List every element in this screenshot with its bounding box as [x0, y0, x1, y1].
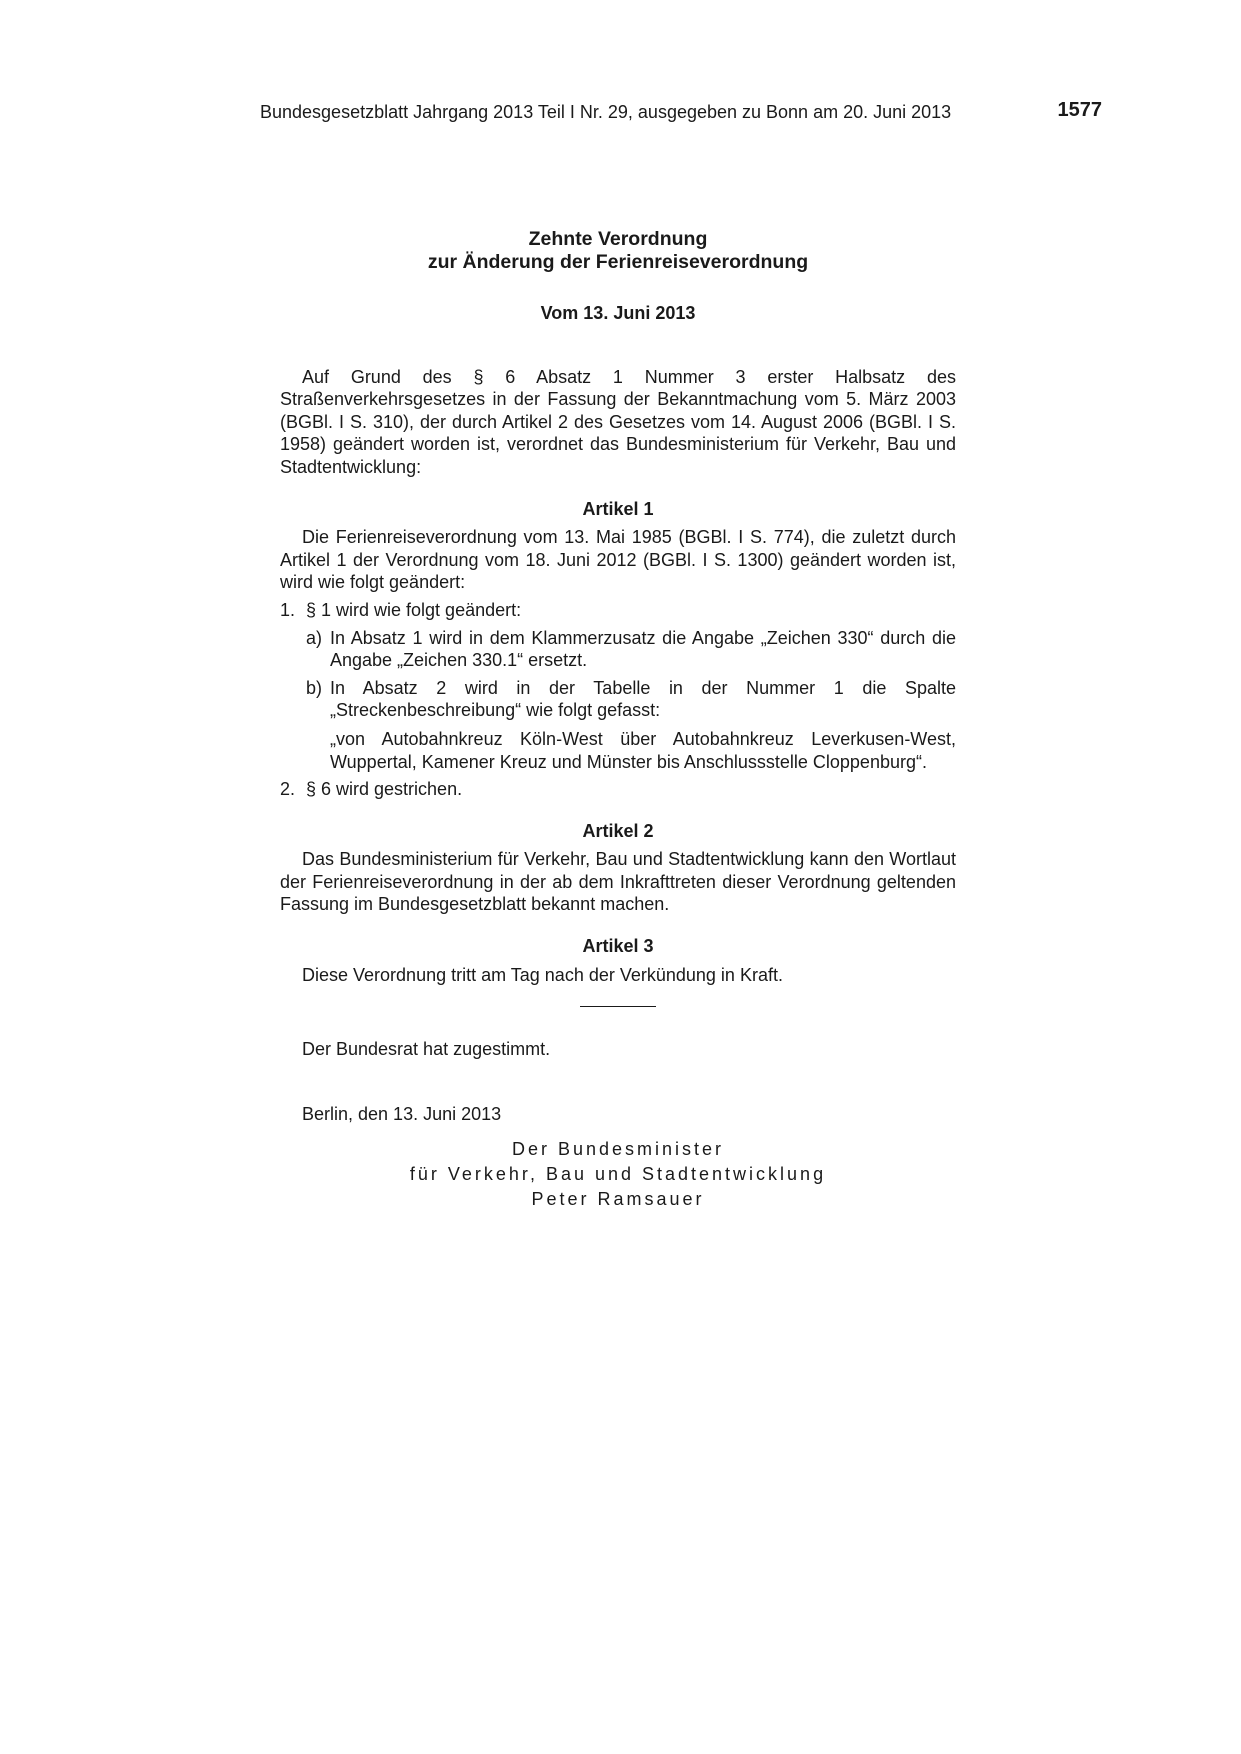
separator-rule — [580, 1006, 656, 1007]
bundesrat-consent: Der Bundesrat hat zugestimmt. — [302, 1039, 551, 1060]
article-1-intro: Die Ferienreiseverordnung vom 13. Mai 1985 (BGBl. I S. 774), die zuletzt durch Artikel 1 der Verordnung vom 18. Juni 2012 (BGBl. I S. 1300) geändert worden ist, wird wie folgt geändert: — [280, 527, 956, 593]
subitem-text: In Absatz 2 wird in der Tabelle in der Nummer 1 die Spalte „Streckenbeschreibung“ wie folgt gefasst: — [330, 677, 956, 721]
item-number: 1. — [280, 599, 296, 620]
item-text: § 1 wird wie folgt geändert: — [306, 599, 522, 620]
document-title-line-1: Zehnte Verordnung — [528, 228, 708, 250]
route-description-quote: „von Autobahnkreuz Köln-West über Autobahnkreuz Leverkusen-West, Wuppertal, Kamener Kreuz und Münster bis Anschlussstelle Cloppenburg“. — [330, 728, 956, 772]
document-date: Vom 13. Juni 2013 — [540, 303, 696, 323]
signature-block — [280, 1137, 956, 1212]
item-number: 2. — [280, 779, 296, 800]
subitem-letter: a) — [306, 627, 323, 648]
article-1-heading: Artikel 1 — [582, 498, 654, 519]
running-head-title: Bundesgesetzblatt Jahrgang 2013 Teil I Nr. 29, ausgegeben zu Bonn am 20. Juni 2013 — [260, 102, 952, 122]
article-3-text: Diese Verordnung tritt am Tag nach der Verkündung in Kraft. — [302, 964, 783, 985]
article-2-heading: Artikel 2 — [582, 820, 654, 841]
article-3-heading: Artikel 3 — [582, 936, 654, 957]
signature-line-2: für Verkehr, Bau und Stadtentwicklung — [409, 1164, 827, 1185]
article-1-item-2 — [280, 778, 956, 801]
document-body — [280, 228, 956, 1212]
article-1-item-1 — [280, 599, 956, 622]
document-title-line-2: zur Änderung der Ferienreiseverordnung — [427, 251, 809, 273]
article-1-item-1a — [306, 627, 956, 672]
running-head — [260, 100, 1102, 124]
item-text: § 6 wird gestrichen. — [306, 779, 463, 800]
document-title — [280, 228, 956, 274]
place-and-date: Berlin, den 13. Juni 2013 — [302, 1103, 502, 1124]
article-2-text: Das Bundesministerium für Verkehr, Bau und Stadtentwicklung kann den Wortlaut der Ferienreiseverordnung in der ab dem Inkrafttreten dieser Verordnung geltenden Fassung im Bundesgesetzblatt bekannt machen. — [280, 849, 956, 915]
signature-name: Peter Ramsauer — [531, 1189, 705, 1210]
subitem-letter: b) — [306, 677, 323, 698]
subitem-text: In Absatz 1 wird in dem Klammerzusatz die Angabe „Zeichen 330“ durch die Angabe „Zeichen 330.1“ ersetzt. — [330, 627, 956, 671]
article-1-item-1b — [306, 677, 956, 722]
page-number: 1577 — [1057, 99, 1102, 121]
signature-line-1: Der Bundesminister — [511, 1139, 725, 1160]
preamble: Auf Grund des § 6 Absatz 1 Nummer 3 erster Halbsatz des Straßenverkehrsgesetzes in der Fassung der Bekanntmachung vom 5. März 2003 (BGBl. I S. 310), der durch Artikel 2 des Gesetzes vom 14. August 2006 (BGBl. I S. 1958) geändert worden ist, verordnet das Bundesministerium für Verkehr, Bau und Stadtentwicklung: — [280, 366, 956, 477]
